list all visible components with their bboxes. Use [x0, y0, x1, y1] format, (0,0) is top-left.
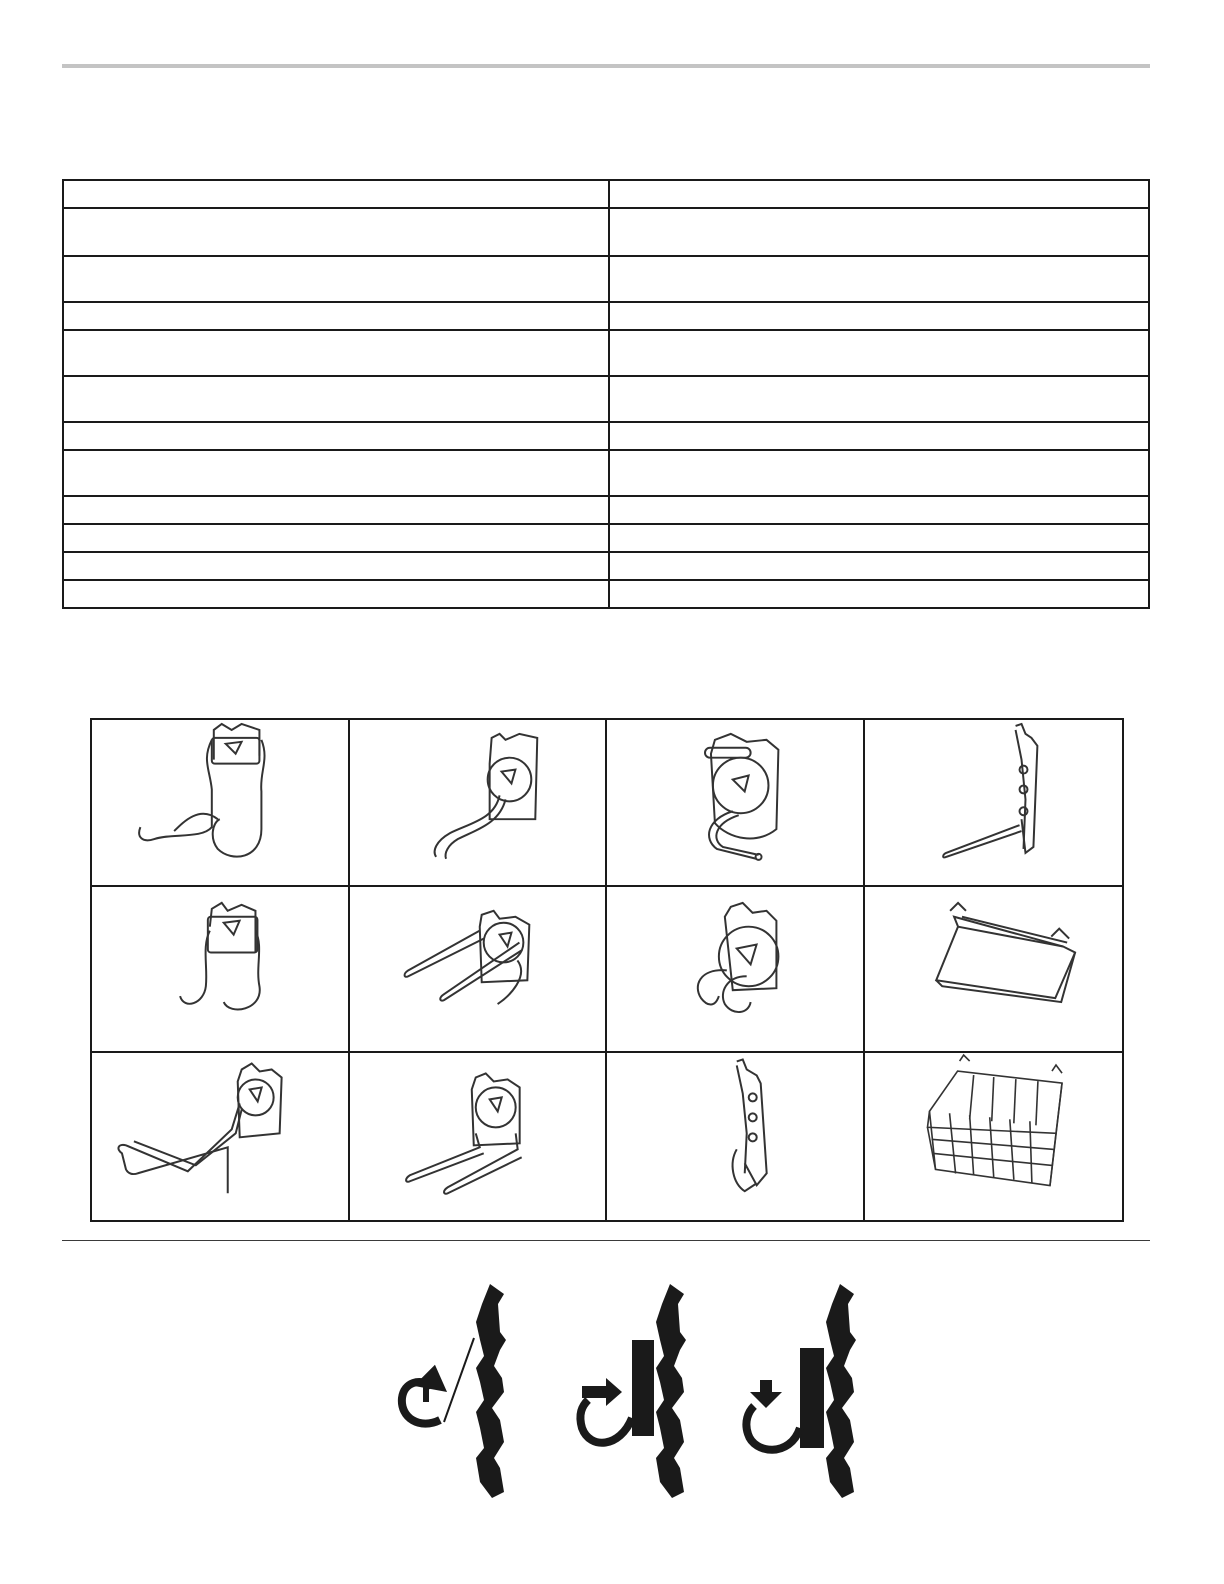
table-row — [63, 256, 1149, 302]
table-cell-part — [63, 208, 609, 256]
loop-hook-icon — [92, 1053, 348, 1220]
table-cell-description — [609, 422, 1149, 450]
push-in-arrow-icon — [560, 1278, 720, 1498]
table-row — [63, 180, 1149, 208]
table-row — [63, 208, 1149, 256]
accessory-cell — [607, 887, 865, 1054]
accessory-cell — [350, 887, 608, 1054]
table-cell-part — [63, 180, 609, 208]
accessory-cell — [865, 887, 1123, 1054]
large-double-j-hook-icon — [607, 887, 863, 1052]
table-row — [63, 580, 1149, 608]
table-cell-description — [609, 524, 1149, 552]
tilt-up-arrow-icon — [380, 1278, 540, 1498]
table-cell-description — [609, 330, 1149, 376]
table-cell-part — [63, 422, 609, 450]
double-bike-hook-icon — [92, 720, 348, 885]
table-cell-description — [609, 302, 1149, 330]
rail-hook-icon — [607, 1053, 863, 1220]
table-cell-part — [63, 302, 609, 330]
install-step — [560, 1278, 720, 1498]
table-cell-description — [609, 256, 1149, 302]
long-rail-hook-icon — [865, 720, 1123, 885]
table-cell-description — [609, 552, 1149, 580]
wire-shelf-icon — [865, 887, 1123, 1052]
install-step — [380, 1278, 540, 1498]
install-steps — [370, 1278, 870, 1498]
table-cell-description — [609, 580, 1149, 608]
table-cell-description — [609, 180, 1149, 208]
table-row — [63, 496, 1149, 524]
table-cell-description — [609, 496, 1149, 524]
double-straight-hook-icon — [350, 887, 606, 1052]
table-cell-part — [63, 450, 609, 496]
table-cell-part — [63, 580, 609, 608]
accessory-cell — [350, 1053, 608, 1220]
accessory-cell — [865, 720, 1123, 887]
table-cell-description — [609, 208, 1149, 256]
accessory-cell — [92, 887, 350, 1054]
accessory-cell — [607, 720, 865, 887]
wire-basket-icon — [865, 1053, 1123, 1220]
table-cell-part — [63, 496, 609, 524]
double-u-hook-icon — [350, 1053, 606, 1220]
double-j-hook-icon — [92, 887, 348, 1052]
parts-table — [62, 179, 1150, 609]
table-cell-part — [63, 524, 609, 552]
accessory-cell — [607, 1053, 865, 1220]
table-row — [63, 422, 1149, 450]
table-cell-part — [63, 552, 609, 580]
accessory-cell — [865, 1053, 1123, 1220]
accessory-grid — [90, 718, 1124, 1222]
table-row — [63, 524, 1149, 552]
install-step — [730, 1278, 890, 1498]
table-cell-part — [63, 376, 609, 422]
table-cell-description — [609, 450, 1149, 496]
slide-down-arrow-icon — [730, 1278, 890, 1498]
accessory-cell — [92, 720, 350, 887]
table-cell-description — [609, 376, 1149, 422]
table-cell-part — [63, 330, 609, 376]
section-divider — [62, 1240, 1150, 1241]
accessory-cell — [92, 1053, 350, 1220]
curved-s-hook-icon — [607, 720, 863, 885]
table-row — [63, 376, 1149, 422]
table-row — [63, 330, 1149, 376]
table-cell-part — [63, 256, 609, 302]
top-divider — [62, 64, 1150, 68]
table-row — [63, 552, 1149, 580]
s-hook-icon — [350, 720, 606, 885]
table-row — [63, 450, 1149, 496]
table-row — [63, 302, 1149, 330]
accessory-cell — [350, 720, 608, 887]
